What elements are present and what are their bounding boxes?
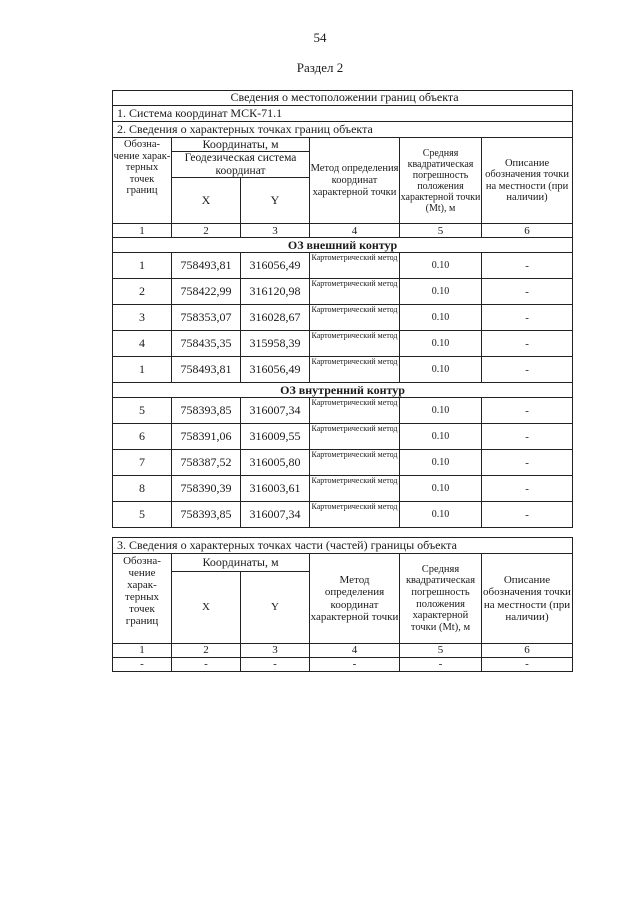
point-id: 4 — [113, 331, 172, 357]
empty-cell: - — [310, 658, 400, 672]
header-x: X — [172, 572, 241, 644]
accuracy: 0.10 — [400, 398, 482, 424]
description: - — [482, 476, 573, 502]
description: - — [482, 450, 573, 476]
point-id: 6 — [113, 424, 172, 450]
points-section-row: 2. Сведения о характерных точках границ объекта — [113, 122, 573, 138]
coord-x: 758493,81 — [172, 357, 241, 383]
description: - — [482, 305, 573, 331]
coord-x: 758393,85 — [172, 502, 241, 528]
method: Картометрический метод — [310, 279, 400, 305]
col-number: 5 — [400, 644, 482, 658]
accuracy: 0.10 — [400, 279, 482, 305]
point-id: 3 — [113, 305, 172, 331]
method: Картометрический метод — [310, 450, 400, 476]
coord-x: 758390,39 — [172, 476, 241, 502]
coord-y: 315958,39 — [241, 331, 310, 357]
coord-y: 316007,34 — [241, 398, 310, 424]
coord-y: 316009,55 — [241, 424, 310, 450]
description: - — [482, 279, 573, 305]
description: - — [482, 424, 573, 450]
accuracy: 0.10 — [400, 476, 482, 502]
coord-x: 758391,06 — [172, 424, 241, 450]
col-number: 6 — [482, 644, 573, 658]
header-geodetic-system: Геодезическая система координат — [172, 152, 310, 178]
header-method: Метод определения координат характерной точки — [310, 554, 400, 644]
method: Картометрический метод — [310, 305, 400, 331]
description: - — [482, 331, 573, 357]
method: Картометрический метод — [310, 502, 400, 528]
coord-x: 758435,35 — [172, 331, 241, 357]
header-coordinates: Координаты, м — [172, 554, 310, 572]
col-number: 1 — [113, 644, 172, 658]
description: - — [482, 502, 573, 528]
empty-cell: - — [482, 658, 573, 672]
coord-x: 758387,52 — [172, 450, 241, 476]
coord-x: 758393,85 — [172, 398, 241, 424]
header-coordinates: Координаты, м — [172, 138, 310, 152]
header-y: Y — [241, 178, 310, 224]
empty-cell: - — [400, 658, 482, 672]
description: - — [482, 357, 573, 383]
page-number: 54 — [313, 30, 327, 45]
method: Картометрический метод — [310, 357, 400, 383]
method: Картометрический метод — [310, 398, 400, 424]
col-number: 4 — [310, 224, 400, 238]
section-title: Раздел 2 — [296, 60, 344, 75]
empty-cell: - — [241, 658, 310, 672]
col-number: 6 — [482, 224, 573, 238]
coord-x: 758353,07 — [172, 305, 241, 331]
accuracy: 0.10 — [400, 331, 482, 357]
table-row — [113, 253, 573, 279]
table-row — [113, 279, 573, 305]
header-accuracy: Средняя квадратическая погрешность положения характерной точки (Mt), м — [400, 554, 482, 644]
point-id: 1 — [113, 357, 172, 383]
header-accuracy: Средняя квадратическая погрешность положения характерной точки (Mt), м — [400, 138, 482, 224]
table-title: Сведения о местоположении границ объекта — [113, 91, 573, 106]
coord-y: 316120,98 — [241, 279, 310, 305]
header-x: X — [172, 178, 241, 224]
table-row — [113, 331, 573, 357]
empty-cell: - — [172, 658, 241, 672]
point-id: 1 — [113, 253, 172, 279]
accuracy: 0.10 — [400, 253, 482, 279]
description: - — [482, 398, 573, 424]
header-y: Y — [241, 572, 310, 644]
accuracy: 0.10 — [400, 357, 482, 383]
accuracy: 0.10 — [400, 305, 482, 331]
table-row — [113, 357, 573, 383]
part-boundary-table — [112, 537, 573, 672]
boundary-table — [112, 90, 573, 528]
header-description: Описание обозначения точки на местности (при наличии) — [482, 138, 573, 224]
coord-x: 758493,81 — [172, 253, 241, 279]
table-row — [113, 450, 573, 476]
coord-y: 316005,80 — [241, 450, 310, 476]
table-row — [113, 658, 573, 672]
point-id: 7 — [113, 450, 172, 476]
point-id: 2 — [113, 279, 172, 305]
coordinate-system-row: 1. Система координат МСК-71.1 — [113, 106, 573, 122]
table-row — [113, 424, 573, 450]
col-number: 2 — [172, 224, 241, 238]
accuracy: 0.10 — [400, 450, 482, 476]
coord-y: 316003,61 — [241, 476, 310, 502]
method: Картометрический метод — [310, 253, 400, 279]
table-row — [113, 305, 573, 331]
coord-y: 316007,34 — [241, 502, 310, 528]
col-number: 3 — [241, 644, 310, 658]
accuracy: 0.10 — [400, 502, 482, 528]
header-description: Описание обозначения точки на местности (при наличии) — [482, 554, 573, 644]
table-row — [113, 398, 573, 424]
col-number: 1 — [113, 224, 172, 238]
header-designation: Обозна-чение харак-терных точек границ — [113, 554, 172, 644]
coord-y: 316056,49 — [241, 357, 310, 383]
coord-y: 316056,49 — [241, 253, 310, 279]
table-row — [113, 476, 573, 502]
coord-x: 758422,99 — [172, 279, 241, 305]
point-id: 5 — [113, 502, 172, 528]
accuracy: 0.10 — [400, 424, 482, 450]
empty-cell: - — [113, 658, 172, 672]
contour-heading: ОЗ внешний контур — [113, 238, 573, 253]
part-section-row: 3. Сведения о характерных точках части (частей) границы объекта — [113, 538, 573, 554]
table-row — [113, 502, 573, 528]
description: - — [482, 253, 573, 279]
method: Картометрический метод — [310, 331, 400, 357]
point-id: 8 — [113, 476, 172, 502]
header-designation: Обозна-чение харак-терных точек границ — [113, 138, 172, 224]
coord-y: 316028,67 — [241, 305, 310, 331]
method: Картометрический метод — [310, 424, 400, 450]
col-number: 4 — [310, 644, 400, 658]
point-id: 5 — [113, 398, 172, 424]
col-number: 2 — [172, 644, 241, 658]
col-number: 3 — [241, 224, 310, 238]
method: Картометрический метод — [310, 476, 400, 502]
contour-heading: ОЗ внутренний контур — [113, 383, 573, 398]
col-number: 5 — [400, 224, 482, 238]
header-method: Метод определения координат характерной точки — [310, 138, 400, 224]
